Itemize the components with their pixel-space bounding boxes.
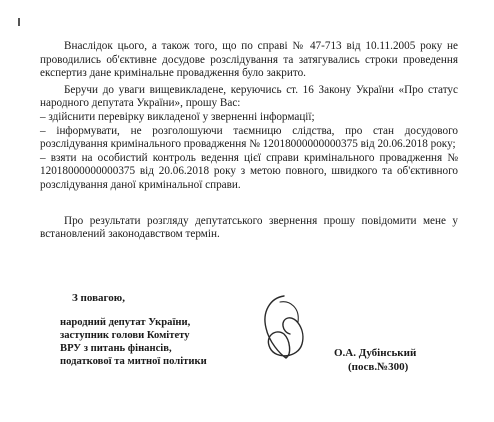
position-line: ВРУ з питань фінансів, [60, 343, 172, 354]
request-item-inform: – інформувати, не розголошуючи таємницю слідства, про стан досудового розслідування кримінального провадження № 12018000000000375 від 20.06.2018 року; [40, 124, 458, 151]
signer-name: О.А. Дубінський [334, 347, 417, 359]
letter-body [40, 40, 458, 242]
signer-certificate: (посв.№300) [348, 361, 409, 373]
signer-position [60, 316, 260, 368]
signer-block [334, 346, 444, 374]
paragraph-request: Беручи до уваги вищевикладене, керуючись ст. 16 Закону України «Про статус народного депутата України», прошу Вас: [40, 83, 458, 110]
paragraph-closure: Внаслідок цього, а також того, що по справі № 47-713 від 10.11.2005 року не проводились об'єктивне досудове розслідування та затягувались строки проведення експертиз дане кримінальне провадження було закрито. [40, 40, 458, 80]
scan-edge-mark [18, 18, 20, 26]
position-line: податкової та митної політики [60, 356, 207, 367]
paragraph-results: Про результати розгляду депутатського звернення прошу повідомити мене у встановлений законодавством термін. [40, 214, 458, 241]
request-item-check: – здійснити перевірку викладеної у зверненні інформації; [40, 110, 315, 123]
position-line: заступник голови Комітету [60, 330, 190, 341]
request-item-control: – взяти на особистий контроль ведення цієї справи кримінального провадження № 12018000000000375 від 20.06.2018 року з метою повного, швидкого та об'єктивного розслідування даної кримінальної справи. [40, 151, 458, 191]
handwritten-signature [240, 288, 320, 368]
position-line: народний депутат України, [60, 317, 191, 328]
closing-phrase: З повагою, [72, 292, 125, 304]
